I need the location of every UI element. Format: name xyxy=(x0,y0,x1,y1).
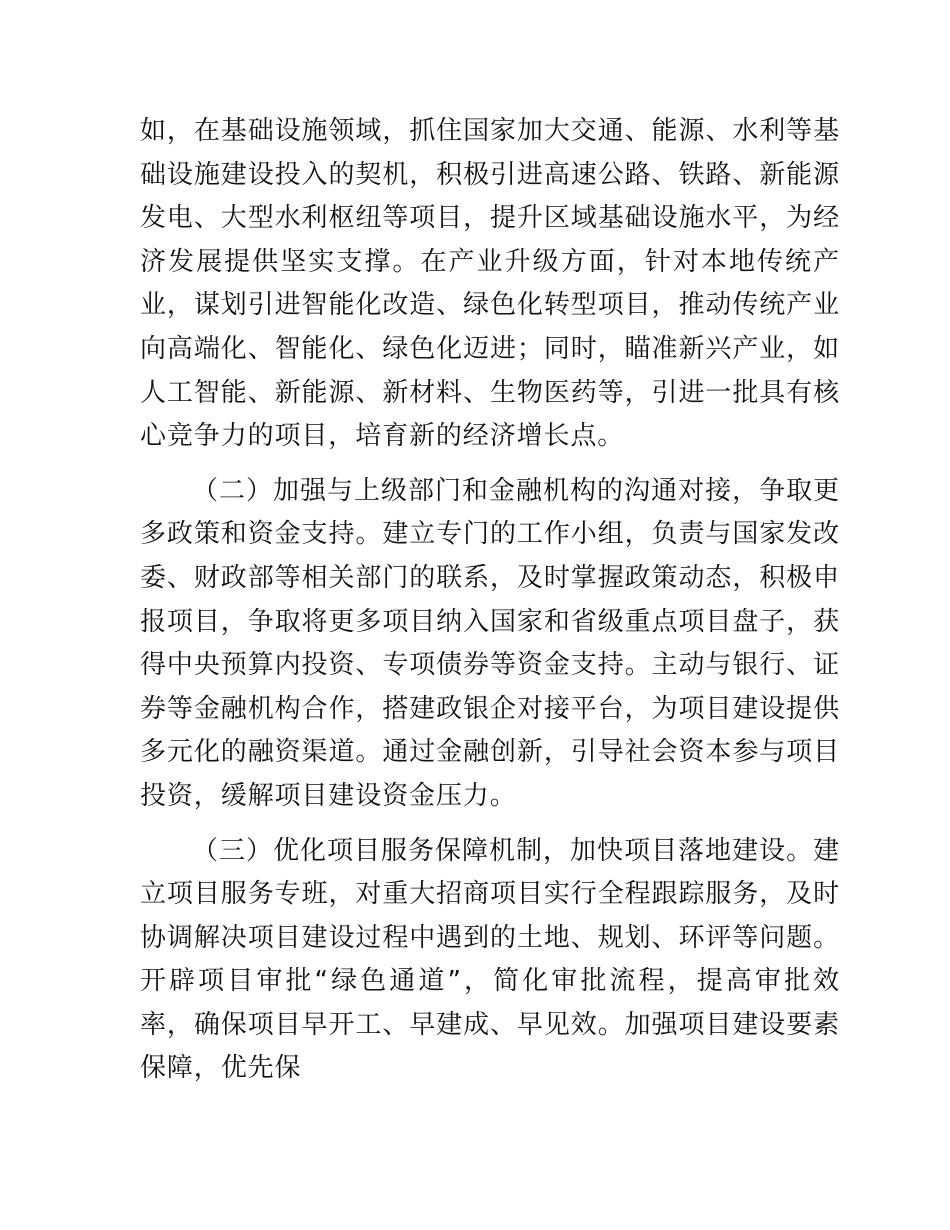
paragraph-section-3: （三）优化项目服务保障机制，加快项目落地建设。建立项目服务专班，对重大招商项目实行全程跟踪服务，及时协调解决项目建设过程中遇到的土地、规划、环评等问题。开辟项目审批“绿色通道”，简化审批流程，提高审批效率，确保项目早开工、早建成、早见效。加强项目建设要素保障，优先保 xyxy=(140,835,840,1084)
paragraph-continuation: 如，在基础设施领域，抓住国家加大交通、能源、水利等基础设施建设投入的契机，积极引进高速公路、铁路、新能源发电、大型水利枢纽等项目，提升区域基础设施水平，为经济发展提供坚实支撑。在产业升级方面，针对本地传统产业，谋划引进智能化改造、绿色化转型项目，推动传统产业向高端化、智能化、绿色化迈进；同时，瞄准新兴产业，如人工智能、新能源、新材料、生物医药等，引进一批具有核心竞争力的项目，培育新的经济增长点。 xyxy=(140,116,840,452)
document-body xyxy=(140,110,840,1091)
paragraph-section-2: （二）加强与上级部门和金融机构的沟通对接，争取更多政策和资金支持。建立专门的工作小组，负责与国家发改委、财政部等相关部门的联系，及时掌握政策动态，积极申报项目，争取将更多项目纳入国家和省级重点项目盘子，获得中央预算内投资、专项债券等资金支持。主动与银行、证券等金融机构合作，搭建政银企对接平台，为项目建设提供多元化的融资渠道。通过金融创新，引导社会资本参与项目投资，缓解项目建设资金压力。 xyxy=(140,475,840,811)
